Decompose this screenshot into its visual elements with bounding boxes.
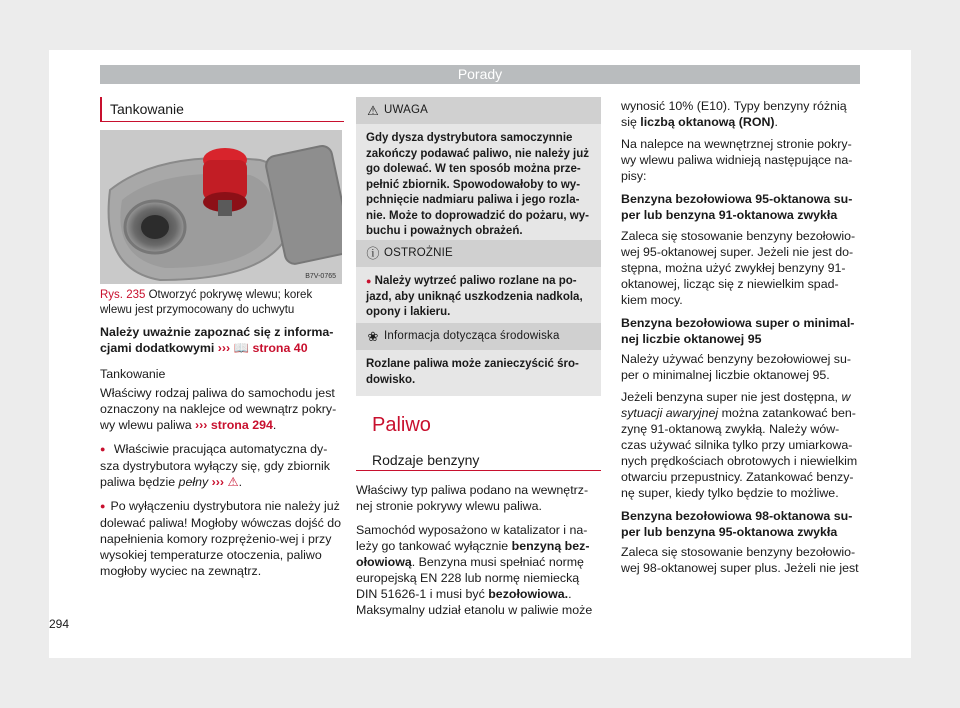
bullet-icon: ● bbox=[366, 276, 372, 286]
section-title-paliwo: Paliwo bbox=[372, 414, 431, 436]
paragraph: Zaleca się stosowanie benzyny bezołowio-wej 95-oktanowej super. Jeżeli nie jest do-stępna, można użyć zwykłej benzyny 91-oktanowej, licząc się z niewielkim spad-kiem mocy. bbox=[621, 229, 856, 307]
paragraph bbox=[621, 98, 861, 130]
figure-fuel-flap bbox=[100, 130, 342, 284]
environment-icon: ❀ bbox=[367, 329, 379, 344]
environment-box bbox=[356, 323, 601, 396]
figure-caption-text: Otworzyć pokrywę wlewu; korek wlewu jest przymocowany do uchwytu bbox=[100, 289, 313, 316]
fuel-flap-illustration bbox=[100, 130, 342, 284]
column-3 bbox=[621, 98, 861, 576]
p2-c: . Benzyna musi spełniać normę europejską EN 228 lub normę niemiecką DIN 51626-1 i musi być bbox=[356, 555, 584, 601]
caution-text bbox=[356, 267, 601, 329]
p2-b: benzyną bez-ołowiową bbox=[356, 539, 590, 569]
bullet1-text: Właściwie pracująca automatyczna dy-sza dystrybutora wyłączy się, gdy zbiornik paliwa będzie bbox=[100, 442, 331, 489]
p1-a: wynosić 10% (E10). Typy benzyny różnią się bbox=[621, 99, 847, 129]
warning-box bbox=[356, 97, 601, 248]
p5-a: Jeżeli benzyna super nie jest dostępna, bbox=[621, 390, 838, 404]
bullet-item: ● Po wyłączeniu dystrybutora nie należy już dolewać paliwa! Mogłoby wówczas dojść do napełnienia komory rozprężenio-wej i przy wysokiej temperaturze otoczenia, paliwo mogłoby wyciec na zewnątrz. bbox=[100, 498, 342, 579]
warning-box-header bbox=[356, 97, 601, 124]
p5-b: w sytuacji awaryjnej bbox=[621, 390, 851, 420]
caution-text-body: Należy wytrzeć paliwo rozlane na po-jazd, aby uniknąć uszkodzenia nadkola, opony i lakieru. bbox=[366, 275, 583, 318]
intro-text: Należy uważnie zapoznać się z informa-cjami dodatkowymi bbox=[100, 325, 334, 355]
subtitle-tankowanie: Tankowanie bbox=[100, 367, 166, 381]
warning-icon: ⚠ bbox=[367, 103, 379, 118]
caution-box-header bbox=[356, 240, 601, 267]
p2-e: . Maksymalny udział etanolu w paliwie może bbox=[356, 587, 593, 617]
section-rule bbox=[356, 470, 601, 471]
paragraph bbox=[621, 389, 861, 501]
heading: Benzyna bezołowiowa 98-oktanowa su-per lub benzyna 95-oktanowa zwykła bbox=[621, 509, 853, 539]
paragraph: Zaleca się stosowanie benzyny bezołowio-wej 98-oktanowej super plus. Jeżeli nie jest bbox=[621, 545, 859, 575]
section-title bbox=[100, 97, 344, 122]
environment-title: Informacja dotycząca środowiska bbox=[384, 330, 560, 342]
section-title-text: Tankowanie bbox=[110, 101, 184, 117]
environment-box-header bbox=[356, 323, 601, 350]
column-1 bbox=[100, 324, 342, 579]
arrow-link[interactable]: ››› bbox=[195, 418, 208, 432]
paragraph: Na nalepce na wewnętrznej stronie pokry-wy wlewu paliwa widnieją następujące na-pisy: bbox=[621, 137, 853, 183]
p1-b: liczbą oktanową (RON) bbox=[640, 115, 775, 129]
arrow-link[interactable]: ››› bbox=[217, 341, 231, 355]
p2-a: Samochód wyposażono w katalizator i na-leży go tankować wyłącznie bbox=[356, 523, 588, 553]
paragraph bbox=[356, 522, 601, 618]
paragraph: Należy używać benzyny bezołowiowej su-per o minimalnej liczbie oktanowej 95. bbox=[621, 352, 852, 382]
figure-label: Rys. 235 bbox=[100, 289, 146, 301]
info-circle-icon: ⓘ bbox=[366, 246, 380, 261]
p1-c: . bbox=[774, 115, 778, 129]
warning-text: Gdy dysza dystrybutora samoczynnie zakończy podawać paliwo, nie należy już go dolewać. W ten sposób można prze-pełnić zbiornik. Spowodowałoby to wy-pchnięcie nadmiaru paliwa i jego rozla-nie. Może to doprowadzić do pożaru, wy-buchu i poważnych obrażeń. bbox=[366, 132, 590, 237]
book-icon: 📖 bbox=[233, 341, 250, 355]
environment-text: Rozlane paliwa może zanieczyścić śro-dowisko. bbox=[366, 358, 579, 386]
para1-end: . bbox=[272, 418, 277, 432]
paragraph-fuel-type bbox=[100, 385, 342, 433]
page-reference-link[interactable]: strona 294 bbox=[210, 418, 273, 432]
figure-caption bbox=[100, 288, 342, 318]
subtitle-rodzaje-benzyny: Rodzaje benzyny bbox=[372, 452, 480, 468]
heading: Benzyna bezołowiowa super o minimal-nej liczbie oktanowej 95 bbox=[621, 316, 855, 346]
paragraph: Właściwy typ paliwa podano na wewnętrz-nej stronie pokrywy wlewu paliwa. bbox=[356, 483, 589, 513]
warning-icon: ⚠ bbox=[227, 475, 239, 489]
arrow-link[interactable]: ››› bbox=[211, 475, 225, 489]
p5-c: można zatankować ben-zynę 91-oktanową zwykłą. Należy wów-czas używać silnika tylko przy umiarkowa-nych prędkościach obrotowych i niewielkim otwarciu przepustnicy. Zatankować benzy-nę super, kiedy tylko będzie to możliwe. bbox=[621, 406, 858, 500]
caution-box bbox=[356, 240, 601, 329]
para1-text: Właściwy rodzaj paliwa do samochodu jest oznaczony na naklejce od wewnątrz pokry-wy wlewu paliwa bbox=[100, 386, 337, 432]
p2-d: bezołowiowa. bbox=[488, 587, 569, 601]
page-reference-link[interactable]: strona 40 bbox=[252, 341, 308, 355]
page-header: Porady bbox=[100, 65, 860, 84]
page-number: 294 bbox=[49, 617, 70, 631]
caution-title: OSTROŻNIE bbox=[384, 247, 453, 259]
figure-code: B7V-0765 bbox=[305, 273, 336, 280]
bullet1-italic: pełny bbox=[178, 475, 209, 489]
warning-title: UWAGA bbox=[384, 104, 429, 116]
intro-paragraph bbox=[100, 324, 342, 356]
bullet-item: ● Właściwie pracująca automatyczna dy-sza dystrybutora wyłączy się, gdy zbiornik paliwa będzie pełny ››› ⚠. bbox=[100, 441, 342, 490]
column-2 bbox=[356, 482, 601, 618]
heading: Benzyna bezołowiowa 95-oktanowa su-per lub benzyna 91-oktanowa zwykła bbox=[621, 192, 853, 222]
